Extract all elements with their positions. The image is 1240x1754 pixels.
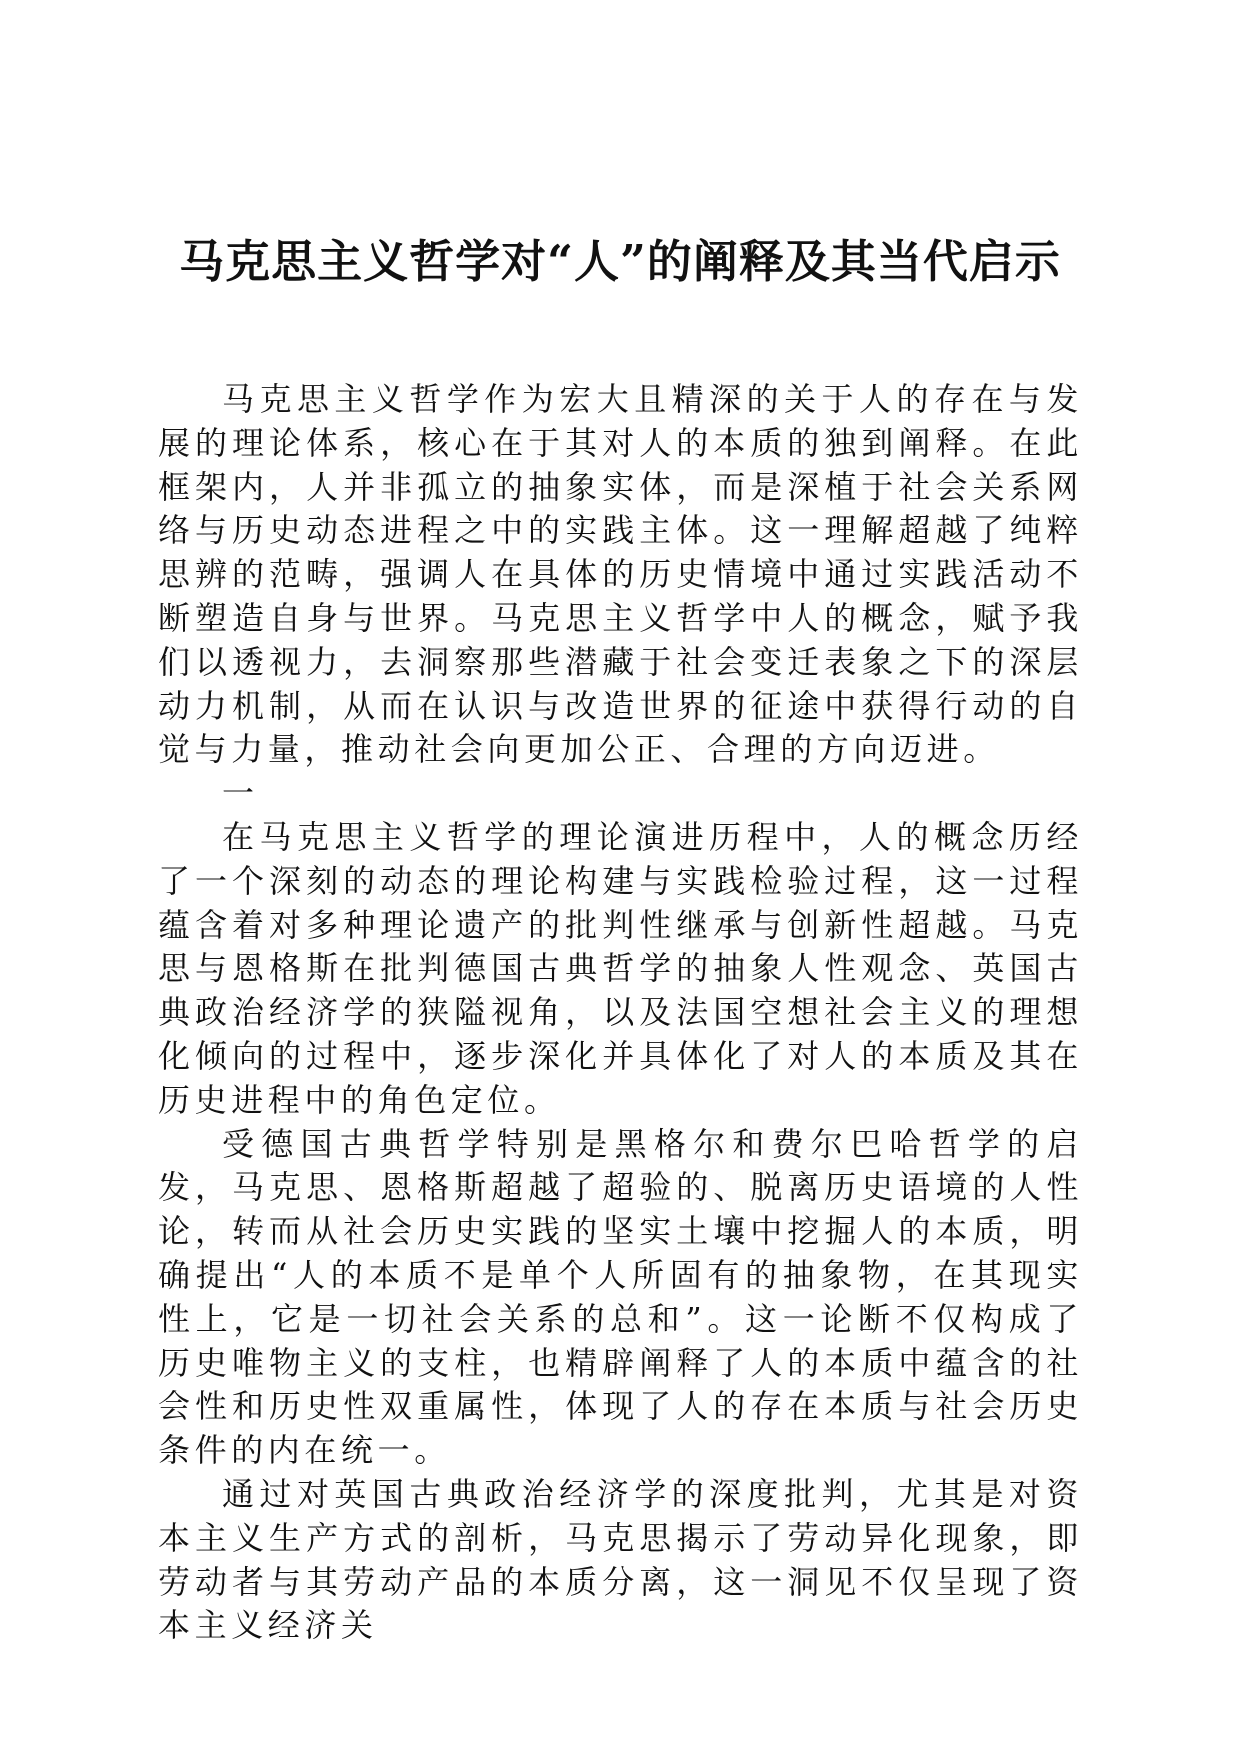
section-heading: 一: [222, 774, 259, 813]
body-paragraph: 在马克思主义哲学的理论演进历程中，人的概念历经了一个深刻的动态的理论构建与实践检验过程，这一过程蕴含着对多种理论遗产的批判性继承与创新性超越。马克思与恩格斯在批判德国古典哲学的抽象人性观念、英国古典政治经济学的狭隘视角，以及法国空想社会主义的理想化倾向的过程中，逐步深化并具体化了对人的本质及其在历史进程中的角色定位。: [158, 817, 1083, 1119]
body-paragraph: 通过对英国古典政治经济学的深度批判，尤其是对资本主义生产方式的剖析，马克思揭示了劳动异化现象，即劳动者与其劳动产品的本质分离，这一洞见不仅呈现了资本主义经济关: [158, 1474, 1083, 1645]
body-paragraph: 受德国古典哲学特别是黑格尔和费尔巴哈哲学的启发，马克思、恩格斯超越了超验的、脱离历史语境的人性论，转而从社会历史实践的坚实土壤中挖掘人的本质，明确提出“人的本质不是单个人所固有的抽象物，在其现实性上，它是一切社会关系的总和”。这一论断不仅构成了历史唯物主义的支柱，也精辟阐释了人的本质中蕴含的社会性和历史性双重属性，体现了人的存在本质与社会历史条件的内在统一。: [158, 1124, 1083, 1470]
document-title: 马克思主义哲学对“人”的阐释及其当代启示: [179, 235, 1061, 288]
document-body: [158, 378, 1083, 1648]
intro-paragraph: 马克思主义哲学作为宏大且精深的关于人的存在与发展的理论体系，核心在于其对人的本质的独到阐释。在此框架内，人并非孤立的抽象实体，而是深植于社会关系网络与历史动态进程之中的实践主体。这一理解超越了纯粹思辨的范畴，强调人在具体的历史情境中通过实践活动不断塑造自身与世界。马克思主义哲学中人的概念，赋予我们以透视力，去洞察那些潜藏于社会变迁表象之下的深层动力机制，从而在认识与改造世界的征途中获得行动的自觉与力量，推动社会向更加公正、合理的方向迈进。: [158, 380, 1083, 769]
